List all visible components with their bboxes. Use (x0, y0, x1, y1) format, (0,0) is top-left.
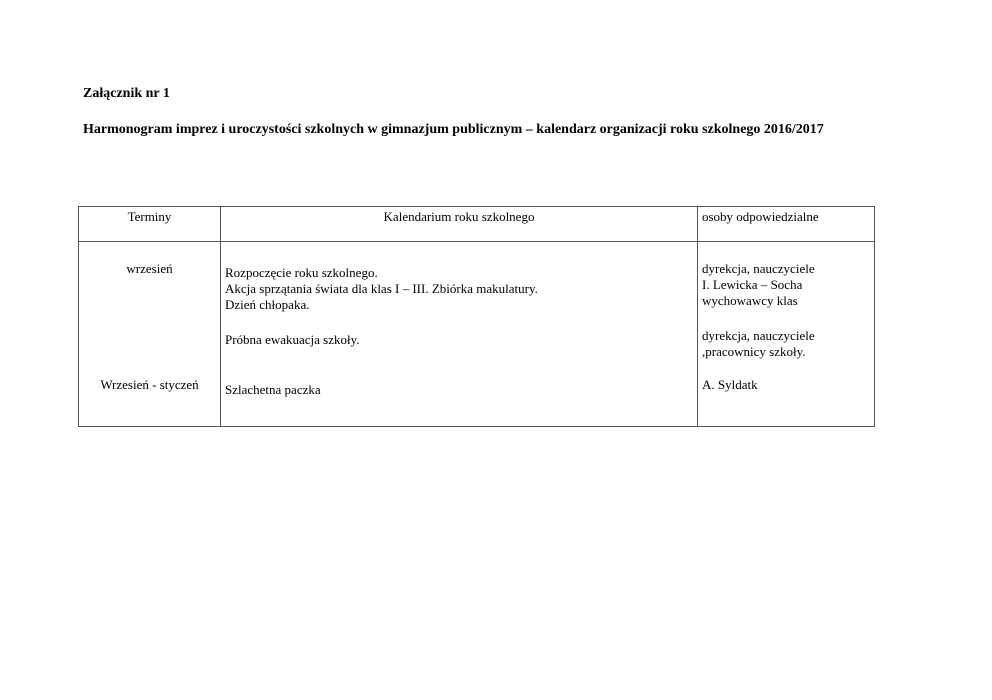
term-september-january: Wrzesień - styczeń (100, 377, 199, 392)
terms-cell (79, 242, 221, 427)
header-calendar: Kalendarium roku szkolnego (221, 207, 698, 242)
table-row (79, 242, 875, 427)
header-terms: Terminy (79, 207, 221, 242)
responsible-block-evacuation (702, 328, 815, 360)
calendar-cell (221, 242, 698, 427)
responsible-item: wychowawcy klas (702, 293, 798, 308)
document-title: Harmonogram imprez i uroczystości szkolnych w gimnazjum publicznym – kalendarz organizacji roku szkolnego 2016/2017 (83, 122, 824, 137)
calendar-item: Akcja sprzątania świata dla klas I – III. Zbiórka makulatury. (225, 281, 538, 296)
calendar-item: Szlachetna paczka (225, 382, 321, 397)
schedule-table (78, 206, 875, 427)
term-september: wrzesień (126, 261, 173, 276)
responsible-cell (698, 242, 875, 427)
calendar-block-evacuation (225, 332, 360, 348)
responsible-item: ,pracownicy szkoły. (702, 344, 806, 359)
header-responsible: osoby odpowiedzialne (698, 207, 875, 242)
calendar-item: Rozpoczęcie roku szkolnego. (225, 265, 378, 280)
responsible-item: A. Syldatk (702, 377, 758, 392)
calendar-block-september (225, 265, 538, 313)
calendar-block-szlachetna (225, 382, 321, 398)
calendar-item: Dzień chłopaka. (225, 297, 310, 312)
table-header-row (79, 207, 875, 242)
calendar-item: Próbna ewakuacja szkoły. (225, 332, 360, 347)
responsible-item: I. Lewicka – Socha (702, 277, 803, 292)
responsible-item: dyrekcja, nauczyciele (702, 328, 815, 343)
responsible-item: dyrekcja, nauczyciele (702, 261, 815, 276)
attachment-label: Załącznik nr 1 (83, 86, 170, 101)
responsible-block-september (702, 261, 815, 309)
responsible-block-szlachetna (702, 377, 758, 393)
